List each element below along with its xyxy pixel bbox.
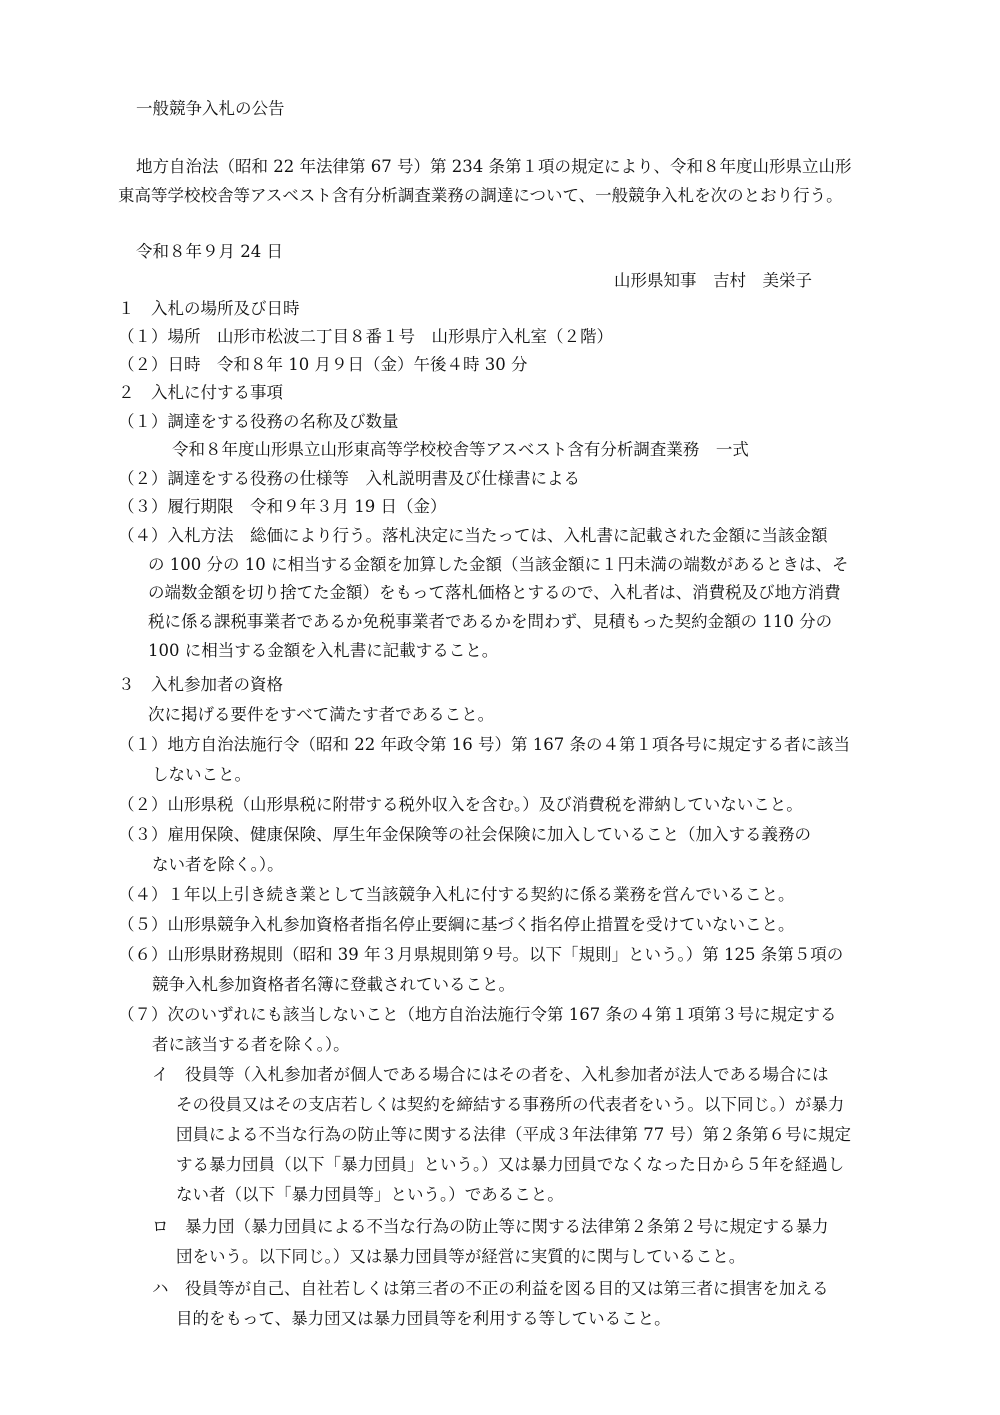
body-line: （２）日時 令和８年 10 月９日（金）午後４時 30 分 [118,355,528,374]
body-line: （１）場所 山形市松波二丁目８番１号 山形県庁入札室（２階） [118,327,613,346]
section-heading-1: １ 入札の場所及び日時 [118,299,300,318]
intro-line: 地方自治法（昭和 22 年法律第 67 号）第 234 条第１項の規定により、令和８年度山形県立山形 [136,157,852,176]
body-line: （１）調達をする役務の名称及び数量 [118,412,399,431]
body-line: （３）雇用保険、健康保険、厚生年金保険等の社会保険に加入していること（加入する義務の [118,825,811,844]
body-line: その役員又はその支店若しくは契約を締結する事務所の代表者をいう。以下同じ。）が暴力 [176,1095,845,1114]
body-line: （２）山形県税（山形県税に附帯する税外収入を含む。）及び消費税を滞納していないこと。 [118,795,803,814]
body-line: の 100 分の 10 に相当する金額を加算した金額（当該金額に１円未満の端数があるときは、そ [148,555,849,574]
body-line: イ 役員等（入札参加者が個人である場合にはその者を、入札参加者が法人である場合には [152,1065,829,1084]
body-line: 者に該当する者を除く。）。 [152,1035,350,1054]
body-line: 令和８年度山形県立山形東高等学校校舎等アスベスト含有分析調査業務 一式 [172,440,749,459]
announcement-date: 令和８年９月 24 日 [136,242,283,261]
body-line: （２）調達をする役務の仕様等 入札説明書及び仕様書による [118,469,580,488]
body-line: しないこと。 [152,765,251,784]
body-line: 目的をもって、暴力団又は暴力団員等を利用する等していること。 [176,1309,671,1328]
section-heading-2: ２ 入札に付する事項 [118,383,283,402]
body-line: （７）次のいずれにも該当しないこと（地方自治法施行令第 167 条の４第１項第３号に規定する [118,1005,837,1024]
body-line: 次に掲げる要件をすべて満たす者であること。 [148,705,495,724]
body-line: ハ 役員等が自己、自社若しくは第三者の不正の利益を図る目的又は第三者に損害を加える [152,1279,829,1298]
body-line: （６）山形県財務規則（昭和 39 年３月県規則第９号。以下「規則」という。）第 125 条第５項の [118,945,844,964]
body-line: 団をいう。以下同じ。）又は暴力団員等が経営に実質的に関与していること。 [176,1247,746,1266]
intro-line: 東高等学校校舎等アスベスト含有分析調査業務の調達について、一般競争入札を次のとおり行う。 [118,186,843,205]
body-line: 競争入札参加資格者名簿に登載されていること。 [152,975,515,994]
body-line: （４）入札方法 総価により行う。落札決定に当たっては、入札書に記載された金額に当該金額 [118,526,828,545]
document-title: 一般競争入札の公告 [136,99,285,118]
body-line: 団員による不当な行為の防止等に関する法律（平成３年法律第 77 号）第２条第６号に規定 [176,1125,851,1144]
body-line: （５）山形県競争入札参加資格者指名停止要綱に基づく指名停止措置を受けていないこと。 [118,915,795,934]
body-line: 税に係る課税事業者であるか免税事業者であるかを問わず、見積もった契約金額の 110 分の [148,612,833,631]
body-line: （３）履行期限 令和９年３月 19 日（金） [118,497,447,516]
body-line: ロ 暴力団（暴力団員による不当な行為の防止等に関する法律第２条第２号に規定する暴力 [152,1217,829,1236]
body-line: 100 に相当する金額を入札書に記載すること。 [148,641,499,660]
body-line: する暴力団員（以下「暴力団員」という。）又は暴力団員でなくなった日から５年を経過し [176,1155,845,1174]
issuer-signature: 山形県知事 吉村 美栄子 [614,271,812,290]
body-line: ない者（以下「暴力団員等」という。）であること。 [176,1185,564,1204]
body-line: （４）１年以上引き続き業として当該競争入札に付する契約に係る業務を営んでいること。 [118,885,795,904]
body-line: の端数金額を切り捨てた金額）をもって落札価格とするので、入札者は、消費税及び地方消費 [148,583,841,602]
section-heading-3: ３ 入札参加者の資格 [118,675,283,694]
body-line: （１）地方自治法施行令（昭和 22 年政令第 16 号）第 167 条の４第１項各号に規定する者に該当 [118,735,850,754]
body-line: ない者を除く。）。 [152,855,284,874]
